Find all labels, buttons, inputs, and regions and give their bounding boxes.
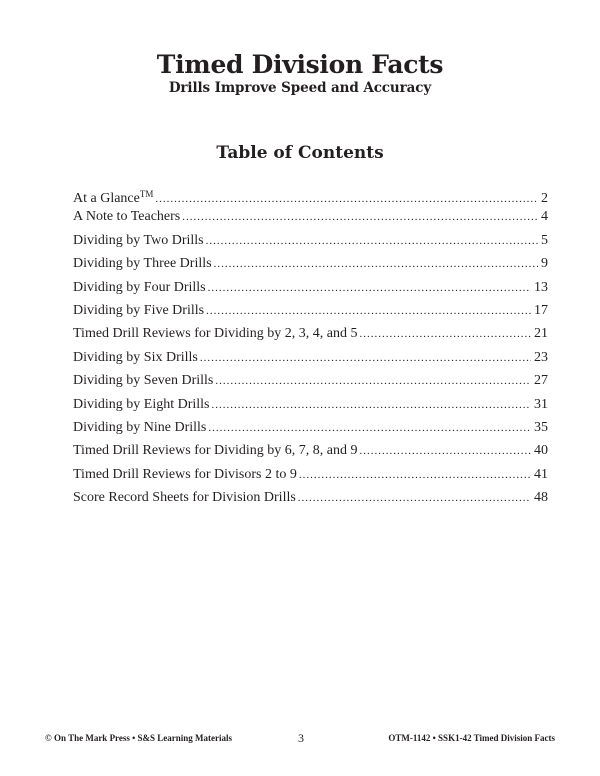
toc-entry bbox=[73, 184, 548, 207]
dot-leader bbox=[208, 418, 531, 438]
document-title: Timed Division Facts bbox=[156, 50, 444, 79]
toc-entry-page: 17 bbox=[534, 302, 548, 318]
toc-entry bbox=[73, 441, 548, 464]
toc-heading: Table of Contents bbox=[216, 143, 384, 163]
toc-entry bbox=[73, 348, 548, 371]
toc-entry bbox=[73, 254, 548, 277]
toc-entry-label: At a Glance™ bbox=[73, 189, 154, 206]
toc-entry-page: 2 bbox=[541, 191, 548, 206]
dot-leader bbox=[212, 395, 532, 415]
toc-entry-label: Score Record Sheets for Division Drills bbox=[73, 490, 296, 506]
toc-entry-label: Dividing by Seven Drills bbox=[73, 373, 214, 389]
toc-entry-label: Dividing by Four Drills bbox=[73, 279, 206, 295]
toc-entry-label: Timed Drill Reviews for Dividing by 2, 3, 4, and 5 bbox=[73, 326, 358, 342]
toc-entry bbox=[73, 488, 548, 511]
dot-leader bbox=[214, 254, 538, 274]
toc-entry-label: Dividing by Two Drills bbox=[73, 232, 204, 248]
toc-entry bbox=[73, 324, 548, 347]
dot-leader bbox=[182, 207, 538, 227]
toc-entry-label: Dividing by Three Drills bbox=[73, 256, 212, 272]
toc-entry-label: A Note to Teachers bbox=[73, 209, 181, 225]
page-number: 3 bbox=[298, 731, 304, 745]
dot-leader bbox=[200, 348, 531, 368]
toc-entry-label: Timed Drill Reviews for Dividing by 6, 7, 8, and 9 bbox=[73, 443, 358, 459]
trademark-superscript: TM bbox=[139, 189, 154, 199]
toc-entry-page: 13 bbox=[534, 279, 548, 295]
toc-entry-page: 35 bbox=[534, 419, 548, 435]
table-of-contents bbox=[73, 184, 548, 511]
dot-leader bbox=[298, 488, 531, 508]
toc-entry bbox=[73, 418, 548, 441]
toc-entry-label: Dividing by Nine Drills bbox=[73, 419, 207, 435]
dot-leader bbox=[360, 441, 531, 461]
toc-entry-page: 31 bbox=[534, 396, 548, 412]
page-footer bbox=[45, 731, 555, 747]
toc-entry-label: Timed Drill Reviews for Divisors 2 to 9 bbox=[73, 466, 297, 482]
toc-entry-page: 48 bbox=[534, 490, 548, 506]
toc-entry bbox=[73, 301, 548, 324]
toc-entry-page: 5 bbox=[541, 232, 548, 248]
toc-entry bbox=[73, 395, 548, 418]
document-subtitle: Drills Improve Speed and Accuracy bbox=[168, 80, 432, 96]
toc-entry bbox=[73, 231, 548, 254]
toc-entry-page: 4 bbox=[541, 209, 548, 225]
toc-entry bbox=[73, 278, 548, 301]
toc-entry bbox=[73, 465, 548, 488]
dot-leader bbox=[206, 231, 538, 251]
dot-leader bbox=[206, 301, 531, 321]
footer-product-code: OTM-1142 • SSK1-42 Timed Division Facts bbox=[388, 733, 555, 743]
toc-entry-label: Dividing by Five Drills bbox=[73, 302, 205, 318]
toc-entry-label: Dividing by Six Drills bbox=[73, 349, 198, 365]
toc-entry-page: 41 bbox=[534, 466, 548, 482]
dot-leader bbox=[215, 371, 531, 391]
toc-entry-label: Dividing by Eight Drills bbox=[73, 396, 210, 412]
toc-entry-page: 23 bbox=[534, 349, 548, 365]
dot-leader bbox=[155, 189, 538, 207]
toc-entry-page: 21 bbox=[534, 326, 548, 342]
dot-leader bbox=[208, 278, 531, 298]
dot-leader bbox=[299, 465, 531, 485]
footer-copyright: © On The Mark Press • S&S Learning Materials bbox=[45, 733, 233, 743]
dot-leader bbox=[360, 324, 531, 344]
toc-entry bbox=[73, 371, 548, 394]
toc-entry-page: 9 bbox=[541, 256, 548, 272]
toc-entry-page: 27 bbox=[534, 373, 548, 389]
toc-entry-page: 40 bbox=[534, 443, 548, 459]
toc-entry bbox=[73, 207, 548, 230]
